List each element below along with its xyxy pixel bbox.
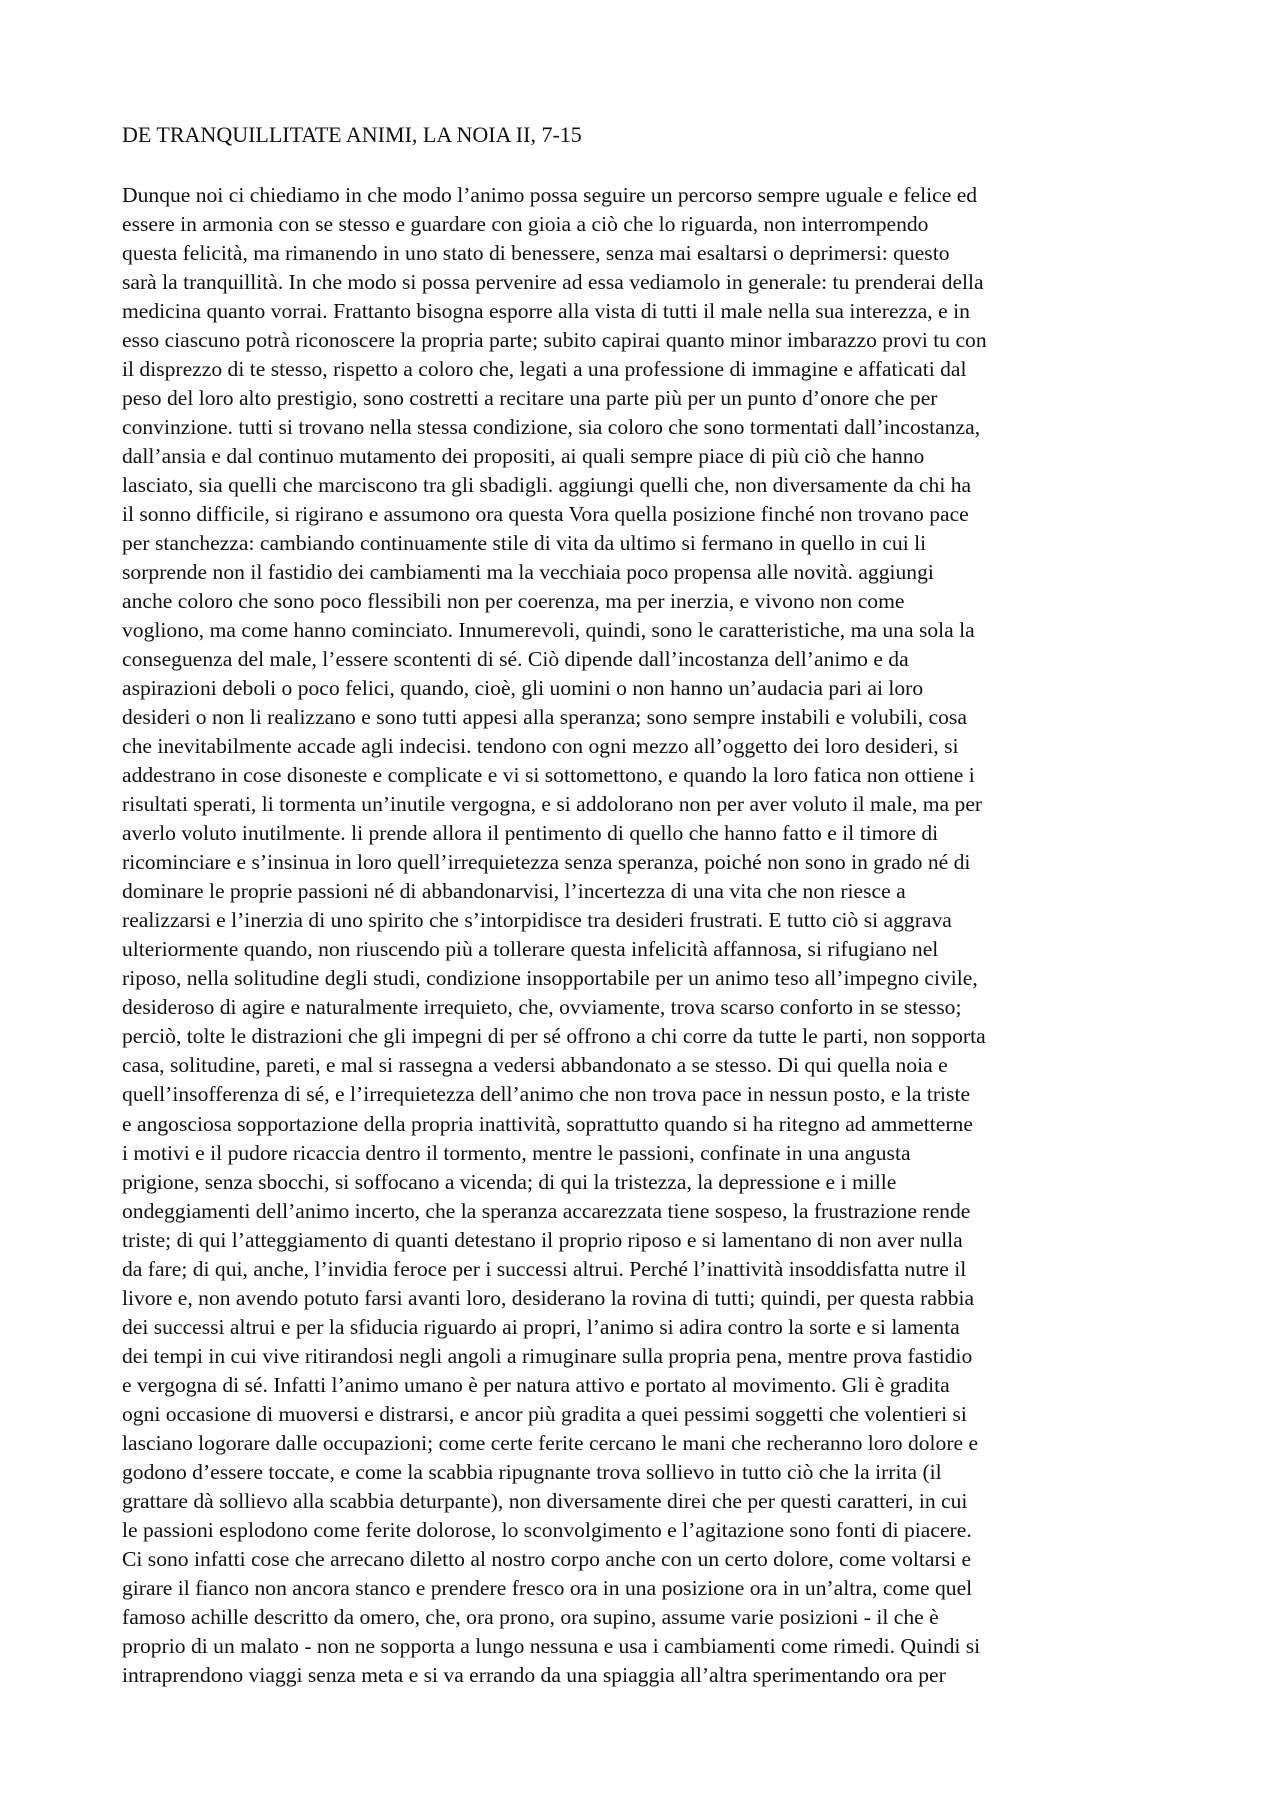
text-line: triste; di qui l’atteggiamento di quanti detestano il proprio riposo e si lamentano di non aver nulla [122, 1227, 963, 1252]
text-line: risultati sperati, li tormenta un’inutile vergogna, e si addolorano non per aver voluto il male, ma per [122, 792, 983, 817]
text-line: lasciato, sia quelli che marciscono tra gli sbadigli. aggiungi quelli che, non diversamente da chi ha [122, 473, 972, 498]
text-line: addestrano in cose disoneste e complicate e vi si sottomettono, e quando la loro fatica non ottiene i [122, 763, 975, 788]
text-line: intraprendono viaggi senza meta e si va errando da una spiaggia all’altra sperimentando ora per [122, 1662, 946, 1687]
text-line: il disprezzo di te stesso, rispetto a coloro che, legati a una professione di immagine e affaticati dal [122, 357, 967, 382]
text-line: godono d’essere toccate, e come la scabbia ripugnante trova sollievo in tutto ciò che la irrita (il [122, 1459, 942, 1484]
text-line: Ci sono infatti cose che arrecano diletto al nostro corpo anche con un certo dolore, come voltarsi e [122, 1546, 972, 1571]
text-line: famoso achille descritto da omero, che, ora prono, ora supino, assume varie posizioni - il che è [122, 1604, 939, 1629]
text-line: sarà la tranquillità. In che modo si possa pervenire ad essa vediamolo in generale: tu prenderai della [122, 270, 984, 295]
text-line: da fare; di qui, anche, l’invidia feroce per i successi altrui. Perché l’inattività insoddisfatta nutre il [122, 1256, 967, 1281]
text-line: grattare dà sollievo alla scabbia deturpante), non diversamente direi che per questi caratteri, in cui [122, 1488, 968, 1513]
text-line: casa, solitudine, pareti, e mal si rassegna a vedersi abbandonato a se stesso. Di qui quella noia e [122, 1053, 948, 1078]
text-line: proprio di un malato - non ne sopporta a lungo nessuna e usa i cambiamenti come rimedi. Quindi si [122, 1633, 981, 1658]
text-line: ogni occasione di muoversi e distrarsi, e ancor più gradita a quei pessimi soggetti che volentieri si [122, 1401, 967, 1426]
text-line: e angosciosa sopportazione della propria inattività, soprattutto quando si ha ritegno ad ammetterne [122, 1111, 973, 1136]
text-line: dei successi altrui e per la sfiducia riguardo ai propri, l’animo si adira contro la sorte e si lamenta [122, 1314, 960, 1339]
text-line: livore e, non avendo potuto farsi avanti loro, desiderano la rovina di tutti; quindi, per questa rabbia [122, 1285, 975, 1310]
text-line: medicina quanto vorrai. Frattanto bisogna esporre alla vista di tutti il male nella sua interezza, e in [122, 299, 970, 324]
text-line: dei tempi in cui vive ritirandosi negli angoli a rimuginare sulla propria pena, mentre prova fastidio [122, 1343, 973, 1368]
text-line: quell’insofferenza di sé, e l’irrequietezza dell’animo che non trova pace in nessun posto, e la triste [122, 1082, 971, 1107]
document-title: DE TRANQUILLITATE ANIMI, LA NOIA II, 7-15 [122, 122, 582, 147]
text-line: per stanchezza: cambiando continuamente stile di vita da ultimo si fermano in quello in cui li [122, 531, 927, 556]
text-line: desideroso di agire e naturalmente irrequieto, che, ovviamente, trova scarso conforto in se stesso; [122, 995, 962, 1020]
text-line: questa felicità, ma rimanendo in uno stato di benessere, senza mai esaltarsi o deprimersi: questo [122, 241, 950, 266]
text-line: le passioni esplodono come ferite dolorose, lo sconvolgimento e l’agitazione sono fonti di piacere. [122, 1517, 972, 1542]
text-line: sorprende non il fastidio dei cambiamenti ma la vecchiaia poco propensa alle novità. aggiungi [122, 560, 934, 585]
text-line: dominare le proprie passioni né di abbandonarvisi, l’incertezza di una vita che non riesce a [122, 879, 906, 904]
text-line: il sonno difficile, si rigirano e assumono ora questa Vora quella posizione finché non trovano pace [122, 502, 969, 527]
text-line: i motivi e il pudore ricaccia dentro il tormento, mentre le passioni, confinate in una angusta [122, 1140, 911, 1165]
text-line: perciò, tolte le distrazioni che gli impegni di per sé offrono a chi corre da tutte le parti, non sopporta [122, 1024, 986, 1049]
text-line: girare il fianco non ancora stanco e prendere fresco ora in una posizione ora in un’altra, come quel [122, 1575, 973, 1600]
text-line: essere in armonia con se stesso e guardare con gioia a ciò che lo riguarda, non interrompendo [122, 212, 929, 237]
text-line: lasciano logorare dalle occupazioni; come certe ferite cercano le mani che recheranno loro dolore e [122, 1430, 979, 1455]
text-line: Dunque noi ci chiediamo in che modo l’animo possa seguire un percorso sempre uguale e felice ed [122, 183, 978, 207]
text-line: peso del loro alto prestigio, sono costretti a recitare una parte più per un punto d’onore che per [122, 386, 938, 411]
text-line: realizzarsi e l’inerzia di uno spirito che s’intorpidisce tra desideri frustrati. E tutto ciò si aggrava [122, 908, 952, 933]
text-line: aspirazioni deboli o poco felici, quando, cioè, gli uomini o non hanno un’audacia pari ai loro [122, 676, 924, 701]
document-body [122, 181, 1162, 1690]
text-line: anche coloro che sono poco flessibili non per coerenza, ma per inerzia, e vivono non come [122, 589, 905, 614]
text-line: averlo voluto inutilmente. li prende allora il pentimento di quello che hanno fatto e il timore di [122, 821, 939, 846]
text-line: prigione, senza sbocchi, si soffocano a vicenda; di qui la tristezza, la depressione e i mille [122, 1169, 897, 1194]
text-line: dall’ansia e dal continuo mutamento dei propositi, ai quali sempre piace di più ciò che hanno [122, 444, 925, 469]
text-line: riposo, nella solitudine degli studi, condizione insopportabile per un animo teso all’impegno civile, [122, 966, 978, 991]
text-line: vogliono, ma come hanno cominciato. Innumerevoli, quindi, sono le caratteristiche, ma una sola la [122, 618, 975, 643]
text-line: desideri o non li realizzano e sono tutti appesi alla speranza; sono sempre instabili e volubili, cosa [122, 705, 967, 730]
text-line: che inevitabilmente accade agli indecisi. tendono con ogni mezzo all’oggetto dei loro desideri, si [122, 734, 959, 759]
text-line: e vergogna di sé. Infatti l’animo umano è per natura attivo e portato al movimento. Gli è gradita [122, 1372, 950, 1397]
text-line: ricominciare e s’insinua in loro quell’irrequietezza senza speranza, poiché non sono in grado né di [122, 850, 971, 875]
text-line: ulteriormente quando, non riuscendo più a tollerare questa infelicità affannosa, si rifugiano nel [122, 937, 939, 962]
text-line: convinzione. tutti si trovano nella stessa condizione, sia coloro che sono tormentati dall’incostanza, [122, 415, 981, 440]
text-line: conseguenza del male, l’essere scontenti di sé. Ciò dipende dall’incostanza dell’animo e da [122, 647, 909, 672]
text-line: esso ciascuno potrà riconoscere la propria parte; subito capirai quanto minor imbarazzo provi tu con [122, 328, 987, 353]
text-line: ondeggiamenti dell’animo incerto, che la speranza accarezzata tiene sospeso, la frustrazione rende [122, 1198, 971, 1223]
